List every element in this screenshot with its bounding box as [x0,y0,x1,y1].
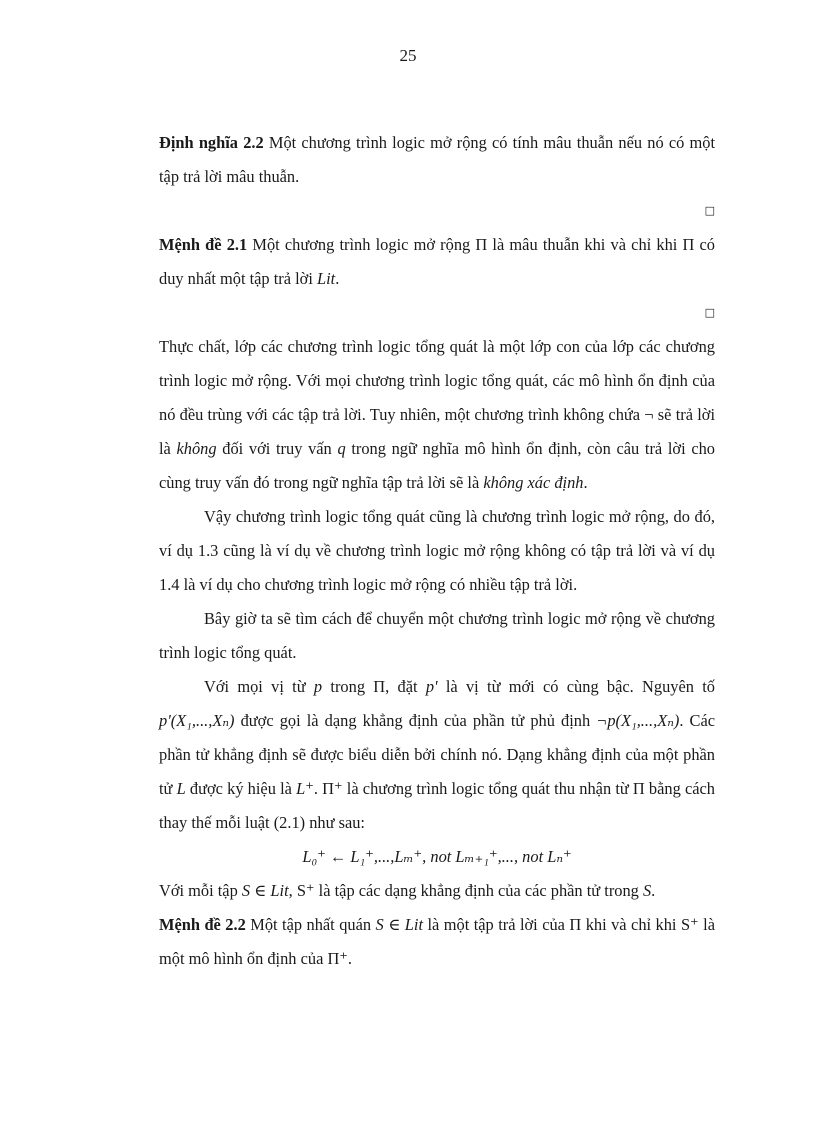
page-number: 25 [399,46,417,65]
text: trong Π, đặt [322,677,426,696]
text: . Π⁺ là chương trình logic tổng quát thu nhận từ Π bằng cách thay thế mỗi luật (2.1) như sau: [159,779,715,832]
text: Một tập nhất quán [245,915,376,934]
formula-inline: p'(X₁,...,Xₙ) [159,711,235,730]
definition-text: Một chương trình logic mở rộng có tính mâu thuẫn nếu nó có một tập trả lời mâu thuẫn. [159,133,716,186]
emphasis: không xác định [483,473,584,492]
text: , S⁺ là tập các dạng khẳng định của các phần tử trong [288,881,643,900]
text: là một tập trả lời của Π khi và chỉ khi S⁺ là một mô hình ổn định của Π⁺. [159,915,715,968]
proposition-label: Mệnh đề 2.1 [159,235,248,254]
paragraph: Vậy chương trình logic tổng quát cũng là chương trình logic mở rộng, do đó, ví dụ 1.3 cũng là ví dụ về chương trình logic mở rộng không có tập trả lời và ví dụ 1.4 là ví dụ cho chương trình logic mở rộng có nhiều tập trả lời. [159,507,715,594]
text: Thực chất, lớp các chương trình logic tổng quát là một lớp con của lớp các chương trình logic mở rộng. Với mọi chương trình logic tổng quát, các mô hình ổn định của nó đều trùng với các tập trả lời. Tuy nhiên, một chương trình không chứa ¬ sẽ trả lời là [159,337,715,458]
proposition-2-1 [159,228,715,296]
variable: p [313,677,323,696]
paragraph [159,670,715,840]
paragraph [159,874,715,908]
lit-term: Lit [316,269,336,288]
page-body [159,126,715,976]
text: được ký hiệu là [185,779,297,798]
text: . Các phần tử khẳng định sẽ được biểu diễn bởi chính nó. Dạng khẳng định của một phần tử [159,711,715,798]
text: đối với truy vấn [216,439,338,458]
variable: q [337,439,346,458]
formula-inline: S ∈ Lit [375,915,424,934]
formula-inline: L⁺ [296,779,314,798]
variable: L [176,779,186,798]
paragraph: Bây giờ ta sẽ tìm cách để chuyển một chương trình logic mở rộng về chương trình logic tổng quát. [159,609,715,662]
emphasis: không [176,439,217,458]
paragraph [159,330,715,500]
formula-rule: L₀⁺ ← L₁⁺,...,Lₘ⁺, not Lₘ₊₁⁺,..., not Lₙ⁺ [302,847,572,866]
text: Với mọi vị từ [204,677,314,696]
text: là vị từ mới có cùng bậc. Nguyên tố [437,677,715,696]
proposition-text: Một chương trình logic mở rộng Π là mâu thuẫn khi và chỉ khi Π có duy nhất một tập trả lời [159,235,715,288]
qed-symbol: □ [704,306,715,319]
proposition-text-end: . [335,269,340,288]
proposition-label: Mệnh đề 2.2 [159,915,246,934]
formula-inline: S ∈ Lit [241,881,289,900]
variable: p' [425,677,438,696]
text: trong ngữ nghĩa mô hình ổn định, còn câu trả lời cho cùng truy vấn đó trong ngữ nghĩa tập trả lời sẽ là [159,439,715,492]
definition-2-2 [159,126,715,194]
qed-symbol: □ [704,204,715,217]
variable: S [642,881,652,900]
text: . [583,473,588,492]
text: Với mỗi tập [159,881,242,900]
proposition-2-2 [159,908,715,976]
text: . [651,881,656,900]
formula-inline: ¬p(X₁,...,Xₙ) [596,711,680,730]
text: được gọi là dạng khẳng định của phần tử phủ định [234,711,597,730]
definition-label: Định nghĩa 2.2 [159,133,264,152]
